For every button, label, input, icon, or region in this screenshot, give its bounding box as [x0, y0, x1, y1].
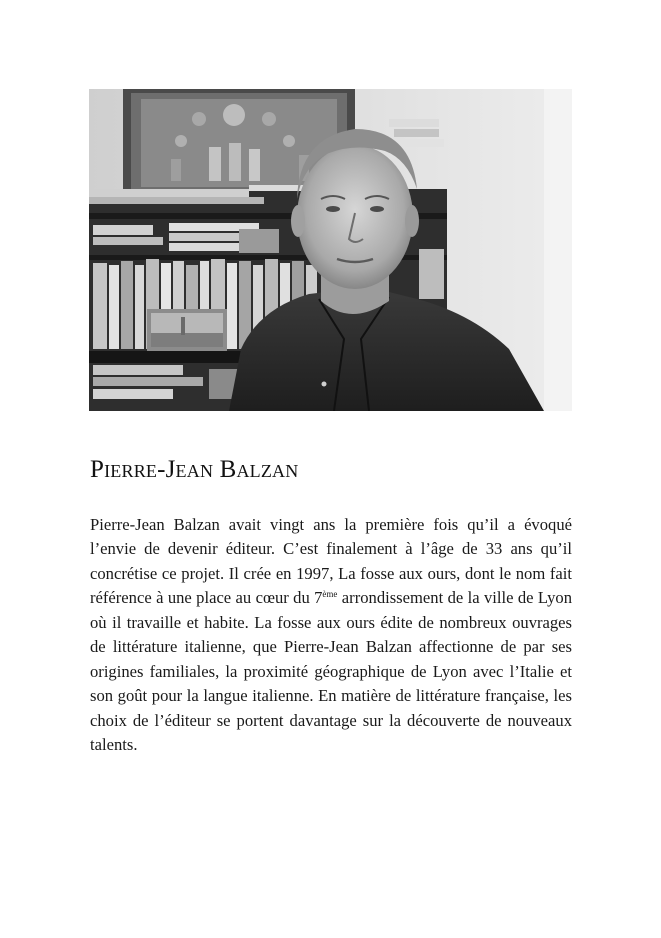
author-biography [90, 513, 572, 758]
bio-text-start: Pierre-Jean Balzan avait vingt ans la première fois qu’il a évoqué l’envie de devenir éditeur. C’est finalement à l’âge de 33 ans qu’il concrétise ce projet. Il crée en 1997, La fosse aux ours, dont le nom fait référence à une place au cœur du 7 [90, 515, 572, 608]
ordinal-superscript: ème [322, 589, 338, 600]
author-photo [89, 89, 572, 411]
author-name: Pierre-Jean Balzan [90, 456, 299, 483]
bio-text-end: arrondissement de la ville de Lyon où il travaille et habite. La fosse aux ours édite de nombreux ouvrages de littérature italienne, que Pierre-Jean Balzan affectionne de par ses origines familiales, la proximité géographique de Lyon avec l’Italie et son goût pour la langue italienne. En matière de littérature française, les choix de l’éditeur se portent davantage sur la découverte de nouveaux talents. [90, 588, 572, 755]
